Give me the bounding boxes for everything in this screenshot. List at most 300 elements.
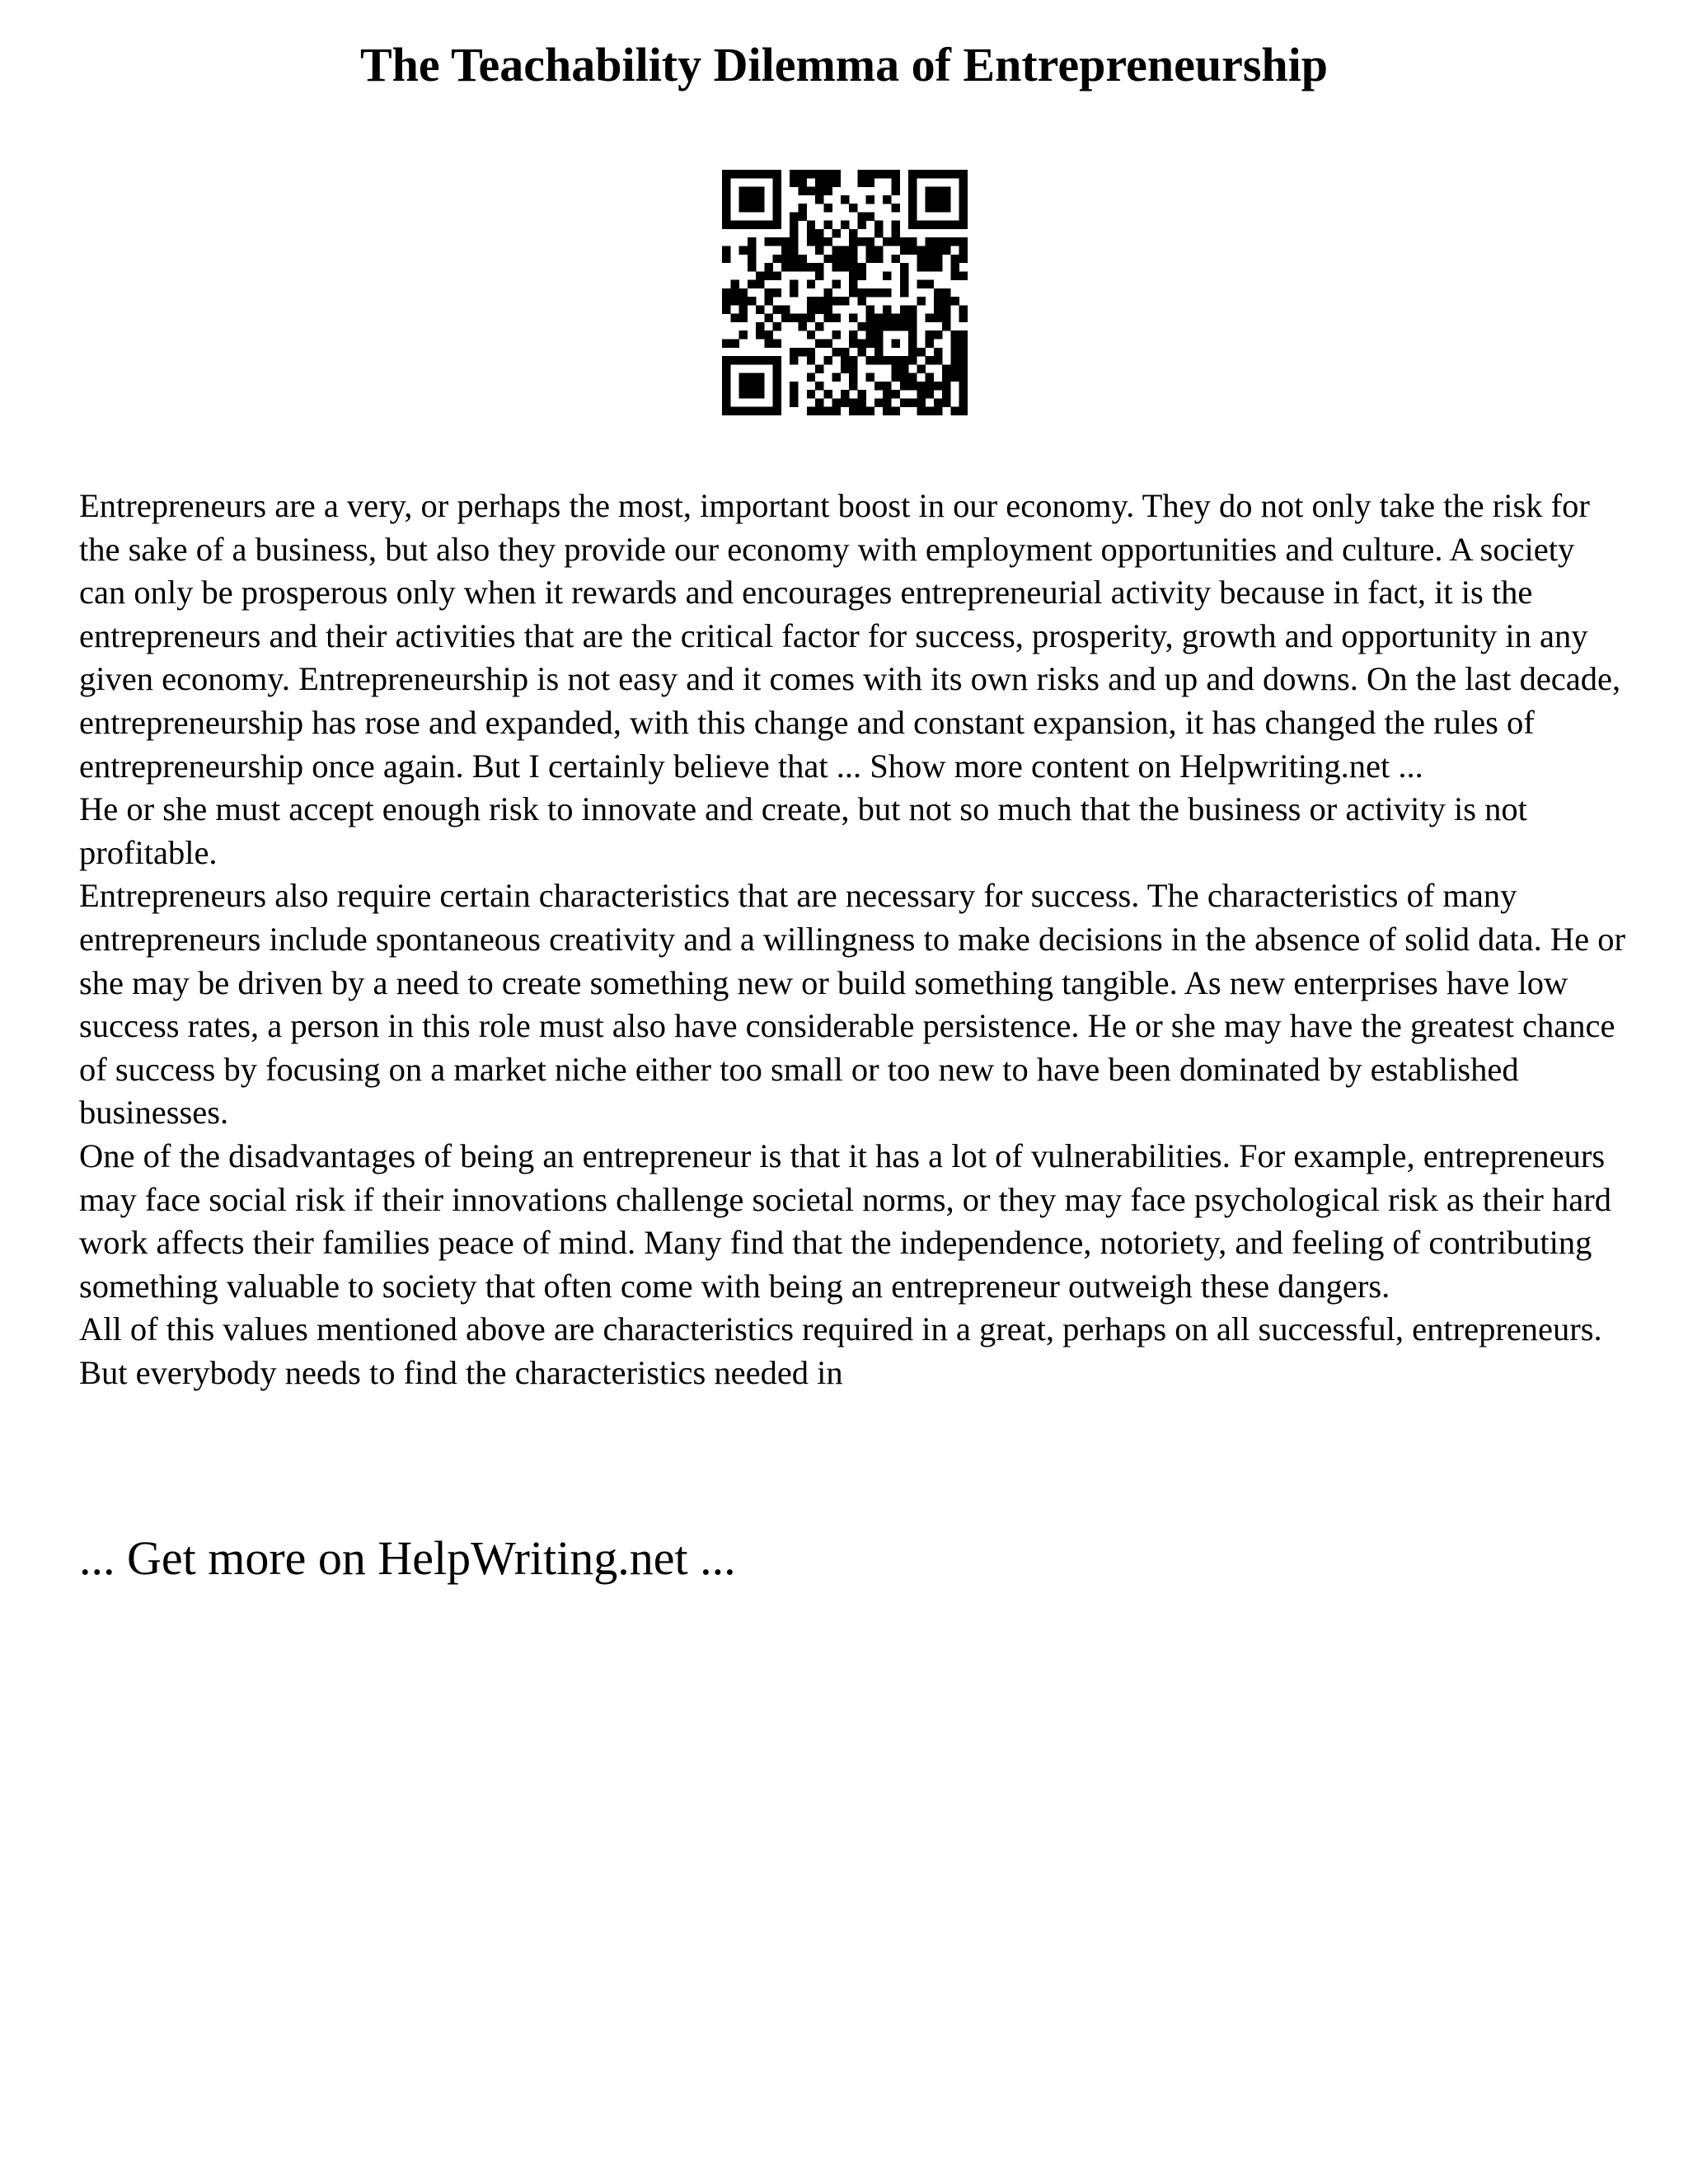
qr-module xyxy=(748,237,756,246)
qr-module xyxy=(934,330,942,339)
qr-module xyxy=(773,271,781,279)
qr-module xyxy=(773,195,781,204)
qr-module xyxy=(756,170,764,178)
qr-module xyxy=(908,237,917,246)
qr-module xyxy=(874,398,883,406)
qr-module xyxy=(892,314,900,322)
qr-module xyxy=(874,221,883,229)
qr-module xyxy=(942,170,950,178)
qr-module xyxy=(950,221,959,229)
qr-module xyxy=(730,288,738,297)
qr-module xyxy=(857,170,865,178)
qr-module xyxy=(950,271,959,279)
qr-module xyxy=(764,271,772,279)
qr-module xyxy=(950,330,959,339)
qr-module xyxy=(892,356,900,364)
qr-module xyxy=(866,212,874,220)
qr-module xyxy=(815,229,823,237)
qr-module xyxy=(892,221,900,229)
qr-module xyxy=(874,246,883,254)
qr-module xyxy=(823,255,832,263)
qr-module xyxy=(849,407,857,415)
qr-module xyxy=(798,170,806,178)
qr-module xyxy=(815,195,823,204)
qr-module xyxy=(917,348,925,356)
qr-module xyxy=(823,297,832,305)
qr-module xyxy=(781,305,790,313)
qr-module xyxy=(959,398,968,406)
qr-module xyxy=(832,246,841,254)
qr-module xyxy=(883,390,891,398)
qr-module xyxy=(841,364,849,373)
qr-module xyxy=(756,204,764,212)
qr-module xyxy=(823,390,832,398)
qr-module xyxy=(942,398,950,406)
qr-module xyxy=(722,356,730,364)
qr-module xyxy=(764,407,772,415)
qr-module xyxy=(739,305,748,313)
qr-module xyxy=(849,398,857,406)
qr-module xyxy=(934,382,942,390)
qr-module xyxy=(807,170,815,178)
qr-module xyxy=(934,288,942,297)
qr-module xyxy=(892,178,900,186)
qr-module xyxy=(908,340,917,348)
qr-module xyxy=(917,255,925,263)
qr-module xyxy=(823,305,832,313)
qr-module xyxy=(959,187,968,195)
qr-module xyxy=(798,178,806,186)
qr-module xyxy=(959,221,968,229)
qr-module xyxy=(934,170,942,178)
qr-module xyxy=(849,255,857,263)
qr-module xyxy=(883,382,891,390)
qr-module xyxy=(950,356,959,364)
qr-module xyxy=(934,398,942,406)
qr-module xyxy=(917,407,925,415)
qr-module xyxy=(959,204,968,212)
qr-module xyxy=(917,170,925,178)
qr-module xyxy=(823,314,832,322)
qr-module xyxy=(748,356,756,364)
qr-module xyxy=(892,229,900,237)
qr-module xyxy=(790,288,798,297)
qr-module xyxy=(798,314,806,322)
qr-module xyxy=(756,195,764,204)
qr-module xyxy=(926,340,934,348)
qr-module xyxy=(857,407,865,415)
qr-module xyxy=(756,221,764,229)
qr-module xyxy=(773,373,781,382)
qr-module xyxy=(857,398,865,406)
qr-module xyxy=(722,255,730,263)
qr-module xyxy=(722,288,730,297)
qr-module xyxy=(926,195,934,204)
qr-module xyxy=(900,398,908,406)
qr-module xyxy=(730,297,738,305)
qr-module xyxy=(874,382,883,390)
qr-module xyxy=(917,297,925,305)
qr-module xyxy=(739,204,748,212)
qr-module xyxy=(841,348,849,356)
qr-module xyxy=(849,288,857,297)
qr-module xyxy=(764,170,772,178)
qr-module xyxy=(849,263,857,271)
qr-module xyxy=(832,178,841,186)
qr-module xyxy=(892,204,900,212)
qr-module xyxy=(926,204,934,212)
qr-module xyxy=(815,237,823,246)
qr-module xyxy=(832,255,841,263)
qr-module xyxy=(748,373,756,382)
qr-module xyxy=(841,255,849,263)
qr-module xyxy=(722,170,730,178)
qr-module xyxy=(798,322,806,330)
qr-module xyxy=(908,330,917,339)
qr-module xyxy=(866,356,874,364)
qr-module xyxy=(934,255,942,263)
qr-module xyxy=(874,322,883,330)
qr-module xyxy=(832,229,841,237)
get-more-link[interactable]: ... Get more on HelpWriting.net ... xyxy=(79,1531,736,1585)
qr-module xyxy=(807,297,815,305)
qr-module xyxy=(908,212,917,220)
qr-module xyxy=(892,390,900,398)
qr-module xyxy=(892,187,900,195)
qr-module xyxy=(832,263,841,271)
qr-module xyxy=(942,382,950,390)
qr-module xyxy=(959,348,968,356)
qr-module xyxy=(798,212,806,220)
paragraph: One of the disadvantages of being an entrepreneur is that it has a lot of vulnerabilities. For example, entrepreneurs may face social risk if their innovations challenge societal norms, or they may face psychological risk as their hard work affects their families peace of mind. Many find that the independence, notoriety, and feeling of contributing something valuable to society that often come with being an entrepreneur outweigh these dangers. xyxy=(79,1137,1612,1305)
qr-module xyxy=(866,178,874,186)
qr-module xyxy=(798,204,806,212)
qr-module xyxy=(739,187,748,195)
qr-module xyxy=(942,187,950,195)
qr-module xyxy=(942,204,950,212)
qr-module xyxy=(849,373,857,382)
qr-module xyxy=(934,297,942,305)
qr-module xyxy=(857,212,865,220)
qr-module xyxy=(900,263,908,271)
qr-module xyxy=(950,297,959,305)
qr-module xyxy=(815,407,823,415)
qr-module xyxy=(926,246,934,254)
qr-module xyxy=(739,195,748,204)
qr-module xyxy=(722,407,730,415)
qr-module xyxy=(739,170,748,178)
qr-module xyxy=(807,237,815,246)
qr-module xyxy=(959,246,968,254)
qr-module xyxy=(730,407,738,415)
qr-module xyxy=(773,340,781,348)
qr-module xyxy=(926,382,934,390)
qr-module xyxy=(959,373,968,382)
qr-module xyxy=(815,178,823,186)
qr-module xyxy=(874,288,883,297)
qr-module xyxy=(926,221,934,229)
qr-module xyxy=(926,373,934,382)
qr-module xyxy=(959,212,968,220)
qr-module xyxy=(730,340,738,348)
qr-module xyxy=(908,314,917,322)
qr-module xyxy=(823,170,832,178)
qr-module xyxy=(790,390,798,398)
qr-module xyxy=(849,246,857,254)
qr-module xyxy=(892,364,900,373)
qr-module xyxy=(815,170,823,178)
qr-module xyxy=(883,407,891,415)
qr-module xyxy=(722,364,730,373)
qr-module xyxy=(823,187,832,195)
qr-module xyxy=(790,170,798,178)
qr-module xyxy=(823,178,832,186)
qr-module xyxy=(917,280,925,288)
qr-module xyxy=(883,170,891,178)
qr-module xyxy=(832,398,841,406)
qr-module xyxy=(807,187,815,195)
qr-module xyxy=(926,330,934,339)
qr-module xyxy=(883,237,891,246)
qr-module xyxy=(892,322,900,330)
qr-module xyxy=(892,373,900,382)
article-body xyxy=(79,485,1629,1394)
qr-module xyxy=(883,271,891,279)
qr-module xyxy=(959,330,968,339)
qr-module xyxy=(730,314,738,322)
qr-module xyxy=(773,288,781,297)
qr-module xyxy=(807,373,815,382)
qr-module xyxy=(730,356,738,364)
qr-module xyxy=(926,407,934,415)
qr-module xyxy=(849,364,857,373)
qr-module xyxy=(934,204,942,212)
qr-module xyxy=(934,305,942,313)
qr-module xyxy=(866,170,874,178)
qr-module xyxy=(832,280,841,288)
qr-module xyxy=(832,330,841,339)
qr-module xyxy=(849,204,857,212)
qr-module xyxy=(883,305,891,313)
qr-module xyxy=(764,288,772,297)
qr-module xyxy=(815,364,823,373)
qr-module xyxy=(798,348,806,356)
qr-module xyxy=(748,255,756,263)
qr-module xyxy=(790,314,798,322)
qr-module xyxy=(926,314,934,322)
qr-module xyxy=(883,288,891,297)
qr-module xyxy=(807,221,815,229)
qr-module xyxy=(866,373,874,382)
qr-module xyxy=(722,212,730,220)
qr-module xyxy=(823,237,832,246)
qr-module xyxy=(739,246,748,254)
qr-module xyxy=(815,297,823,305)
qr-module xyxy=(773,237,781,246)
qr-module xyxy=(823,356,832,364)
qr-module xyxy=(950,255,959,263)
qr-module xyxy=(908,195,917,204)
qr-module xyxy=(722,373,730,382)
qr-module xyxy=(857,271,865,279)
qr-module xyxy=(739,297,748,305)
qr-module xyxy=(748,170,756,178)
qr-module xyxy=(722,178,730,186)
qr-module xyxy=(849,237,857,246)
qr-module xyxy=(874,255,883,263)
qr-module xyxy=(866,195,874,204)
qr-module xyxy=(866,407,874,415)
qr-module xyxy=(908,187,917,195)
qr-module xyxy=(917,221,925,229)
qr-module xyxy=(748,246,756,254)
qr-module xyxy=(807,330,815,339)
qr-module xyxy=(950,373,959,382)
qr-module xyxy=(934,195,942,204)
qr-module xyxy=(773,212,781,220)
qr-module xyxy=(866,314,874,322)
qr-module xyxy=(908,356,917,364)
qr-module xyxy=(739,314,748,322)
qr-module xyxy=(764,237,772,246)
paragraph: Entrepreneurs also require certain characteristics that are necessary for success. The characteristics of many entrepreneurs include spontaneous creativity and a willingness to make decisions in the absence of solid data. He or she may be driven by a need to create something new or build something tangible. As new enterprises have low success rates, a person in this role must also have considerable persistence. He or she may have the greatest chance of success by focusing on a market niche either too small or too new to have been dominated by established businesses. xyxy=(79,877,1625,1132)
qr-module xyxy=(722,340,730,348)
qr-module xyxy=(748,407,756,415)
qr-module xyxy=(832,373,841,382)
qr-module xyxy=(857,390,865,398)
qr-module xyxy=(917,364,925,373)
qr-module xyxy=(773,305,781,313)
qr-module xyxy=(942,221,950,229)
qr-module xyxy=(866,246,874,254)
qr-module xyxy=(823,407,832,415)
qr-module xyxy=(874,340,883,348)
qr-module xyxy=(959,356,968,364)
qr-module xyxy=(857,348,865,356)
qr-module xyxy=(841,263,849,271)
paragraph: All of this values mentioned above are characteristics required in a great, perhaps on all successful, entrepreneurs. But everybody needs to find the characteristics needed in xyxy=(79,1310,1602,1391)
qr-module xyxy=(926,237,934,246)
qr-module xyxy=(748,382,756,390)
qr-module xyxy=(815,382,823,390)
qr-module xyxy=(773,322,781,330)
qr-module xyxy=(959,340,968,348)
qr-module xyxy=(934,237,942,246)
qr-module xyxy=(748,204,756,212)
qr-module xyxy=(959,364,968,373)
qr-module xyxy=(908,322,917,330)
qr-module xyxy=(773,204,781,212)
qr-module xyxy=(790,356,798,364)
qr-module xyxy=(857,288,865,297)
qr-module xyxy=(748,195,756,204)
qr-module xyxy=(934,407,942,415)
qr-module xyxy=(773,178,781,186)
qr-module xyxy=(807,229,815,237)
qr-module xyxy=(849,271,857,279)
qr-module xyxy=(756,330,764,339)
qr-module xyxy=(866,322,874,330)
qr-module xyxy=(934,246,942,254)
paragraph: He or she must accept enough risk to innovate and create, but not so much that the business or activity is not profitable. xyxy=(79,790,1527,871)
qr-module xyxy=(807,280,815,288)
qr-module xyxy=(841,398,849,406)
qr-module xyxy=(815,398,823,406)
qr-module xyxy=(874,314,883,322)
qr-module xyxy=(883,398,891,406)
qr-module xyxy=(950,348,959,356)
qr-module xyxy=(900,314,908,322)
qr-module xyxy=(900,280,908,288)
qr-module xyxy=(748,280,756,288)
qr-module xyxy=(739,356,748,364)
qr-module xyxy=(883,314,891,322)
qr-module xyxy=(950,407,959,415)
qr-module xyxy=(773,364,781,373)
qr-module xyxy=(883,322,891,330)
qr-module xyxy=(748,297,756,305)
qr-module xyxy=(790,398,798,406)
qr-module xyxy=(942,297,950,305)
qr-module xyxy=(790,212,798,220)
qr-module xyxy=(883,356,891,364)
qr-module xyxy=(900,271,908,279)
qr-module xyxy=(823,204,832,212)
qr-module xyxy=(849,229,857,237)
qr-module xyxy=(841,297,849,305)
qr-module xyxy=(722,195,730,204)
qr-module xyxy=(849,280,857,288)
qr-module xyxy=(926,263,934,271)
qr-module xyxy=(883,195,891,204)
qr-module xyxy=(815,271,823,279)
qr-module xyxy=(722,246,730,254)
qr-module xyxy=(764,297,772,305)
qr-module xyxy=(926,170,934,178)
qr-module xyxy=(950,263,959,271)
qr-module xyxy=(773,398,781,406)
qr-module xyxy=(892,255,900,263)
qr-module xyxy=(917,398,925,406)
qr-module xyxy=(849,330,857,339)
qr-module xyxy=(892,407,900,415)
qr-module xyxy=(773,407,781,415)
qr-module xyxy=(866,330,874,339)
qr-module xyxy=(950,364,959,373)
qr-module xyxy=(908,178,917,186)
qr-module xyxy=(908,398,917,406)
qr-module xyxy=(841,246,849,254)
qr-module xyxy=(823,221,832,229)
qr-module xyxy=(950,340,959,348)
qr-module xyxy=(866,255,874,263)
qr-module xyxy=(781,237,790,246)
qr-module xyxy=(764,314,772,322)
qr-module xyxy=(942,237,950,246)
qr-module xyxy=(790,382,798,390)
qr-module xyxy=(764,340,772,348)
qr-module xyxy=(926,187,934,195)
qr-module xyxy=(790,229,798,237)
qr-module xyxy=(900,322,908,330)
qr-module xyxy=(773,170,781,178)
qr-module xyxy=(764,330,772,339)
qr-module xyxy=(773,356,781,364)
qr-module xyxy=(790,280,798,288)
qr-module xyxy=(866,340,874,348)
qr-module xyxy=(798,187,806,195)
qr-module xyxy=(756,280,764,288)
